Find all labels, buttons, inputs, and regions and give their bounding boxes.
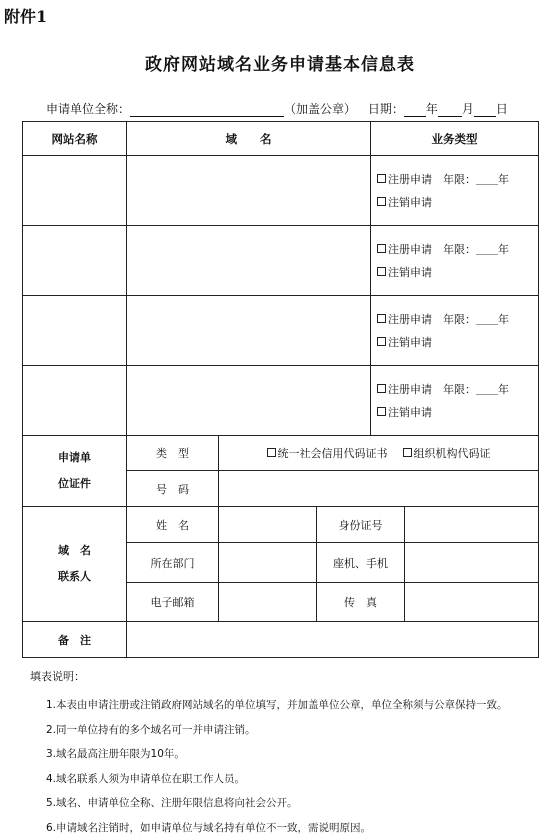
term-label: 年限： — [443, 243, 476, 256]
header-site-name: 网站名称 — [23, 122, 127, 156]
cancel-label: 注销申请 — [388, 406, 432, 419]
applicant-line — [46, 100, 508, 117]
cancel-checkbox[interactable] — [377, 267, 386, 276]
domain-cell[interactable] — [127, 296, 371, 366]
note-item: 2.同一单位持有的多个域名可一并申请注销。 — [46, 718, 508, 743]
notes-heading: 填表说明： — [30, 668, 508, 684]
term-unit: 年 — [498, 173, 509, 186]
domain-cell[interactable] — [127, 366, 371, 436]
register-label: 注册申请 — [388, 173, 432, 186]
note-item: 4.域名联系人须为申请单位在职工作人员。 — [46, 767, 508, 792]
certificate-type-label: 类 型 — [127, 436, 219, 471]
contact-email-label: 电子邮箱 — [127, 583, 219, 622]
credit-code-checkbox[interactable] — [267, 448, 276, 457]
site-row — [23, 226, 539, 296]
business-type-cell — [371, 226, 539, 296]
cancel-checkbox[interactable] — [377, 197, 386, 206]
site-row — [23, 366, 539, 436]
term-unit: 年 — [498, 313, 509, 326]
term-unit: 年 — [498, 243, 509, 256]
contact-name-field[interactable] — [219, 507, 317, 543]
contact-dept-field[interactable] — [219, 543, 317, 583]
term-label: 年限： — [443, 173, 476, 186]
term-unit: 年 — [498, 383, 509, 396]
note-item: 6.申请域名注销时，如申请单位与域名持有单位不一致，需说明原因。 — [46, 816, 508, 840]
org-code-checkbox[interactable] — [403, 448, 412, 457]
filling-instructions — [30, 668, 508, 840]
register-label: 注册申请 — [388, 243, 432, 256]
certificate-number-label: 号 码 — [127, 471, 219, 507]
contact-label: 域 名 联系人 — [23, 507, 127, 622]
term-blank[interactable]: ＿＿ — [476, 313, 498, 326]
term-blank[interactable]: ＿＿ — [476, 243, 498, 256]
certificate-number-field[interactable] — [219, 471, 539, 507]
contact-fax-label: 传 真 — [317, 583, 405, 622]
month-label: 月 — [462, 102, 474, 116]
domain-application-table — [22, 121, 539, 658]
contact-phone-field[interactable] — [405, 543, 539, 583]
credit-code-label: 统一社会信用代码证书 — [278, 447, 388, 460]
contact-id-label: 身份证号 — [317, 507, 405, 543]
term-label: 年限： — [443, 313, 476, 326]
date-label: 日期： — [368, 102, 404, 116]
register-label: 注册申请 — [388, 313, 432, 326]
term-blank[interactable]: ＿＿ — [476, 383, 498, 396]
contact-dept-label: 所在部门 — [127, 543, 219, 583]
domain-cell[interactable] — [127, 156, 371, 226]
site-name-cell[interactable] — [23, 366, 127, 436]
site-name-cell[interactable] — [23, 226, 127, 296]
note-item: 1.本表由申请注册或注销政府网站域名的单位填写，并加盖单位公章，单位全称须与公章保持一致。 — [46, 693, 508, 718]
year-field[interactable] — [404, 116, 426, 117]
applicant-unit-field[interactable] — [130, 116, 284, 117]
contact-phone-label: 座机、手机 — [317, 543, 405, 583]
register-checkbox[interactable] — [377, 384, 386, 393]
contact-id-field[interactable] — [405, 507, 539, 543]
header-domain: 域 名 — [127, 122, 371, 156]
cancel-label: 注销申请 — [388, 196, 432, 209]
note-item: 3.域名最高注册年限为10年。 — [46, 742, 508, 767]
certificate-type-options — [219, 436, 539, 471]
attachment-label: 附件1 — [4, 4, 47, 27]
register-checkbox[interactable] — [377, 314, 386, 323]
cancel-checkbox[interactable] — [377, 407, 386, 416]
business-type-cell — [371, 296, 539, 366]
contact-name-label: 姓 名 — [127, 507, 219, 543]
site-row — [23, 296, 539, 366]
cancel-label: 注销申请 — [388, 336, 432, 349]
remarks-field[interactable] — [127, 622, 539, 658]
cancel-label: 注销申请 — [388, 266, 432, 279]
org-code-label: 组织机构代码证 — [414, 447, 491, 460]
cancel-checkbox[interactable] — [377, 337, 386, 346]
form-title: 政府网站域名业务申请基本信息表 — [0, 50, 560, 75]
term-label: 年限： — [443, 383, 476, 396]
site-name-cell[interactable] — [23, 156, 127, 226]
register-checkbox[interactable] — [377, 244, 386, 253]
register-checkbox[interactable] — [377, 174, 386, 183]
day-label: 日 — [496, 102, 508, 116]
header-business-type: 业务类型 — [371, 122, 539, 156]
term-blank[interactable]: ＿＿ — [476, 173, 498, 186]
domain-cell[interactable] — [127, 226, 371, 296]
day-field[interactable] — [474, 116, 496, 117]
site-row — [23, 156, 539, 226]
remarks-label: 备 注 — [23, 622, 127, 658]
site-name-cell[interactable] — [23, 296, 127, 366]
applicant-unit-label: 申请单位全称： — [46, 102, 130, 116]
contact-email-field[interactable] — [219, 583, 317, 622]
note-item: 5.域名、申请单位全称、注册年限信息将向社会公开。 — [46, 791, 508, 816]
business-type-cell — [371, 156, 539, 226]
month-field[interactable] — [438, 116, 462, 117]
certificate-label: 申请单 位证件 — [23, 436, 127, 507]
business-type-cell — [371, 366, 539, 436]
register-label: 注册申请 — [388, 383, 432, 396]
seal-note: （加盖公章） — [284, 102, 356, 116]
year-label: 年 — [426, 102, 438, 116]
contact-fax-field[interactable] — [405, 583, 539, 622]
